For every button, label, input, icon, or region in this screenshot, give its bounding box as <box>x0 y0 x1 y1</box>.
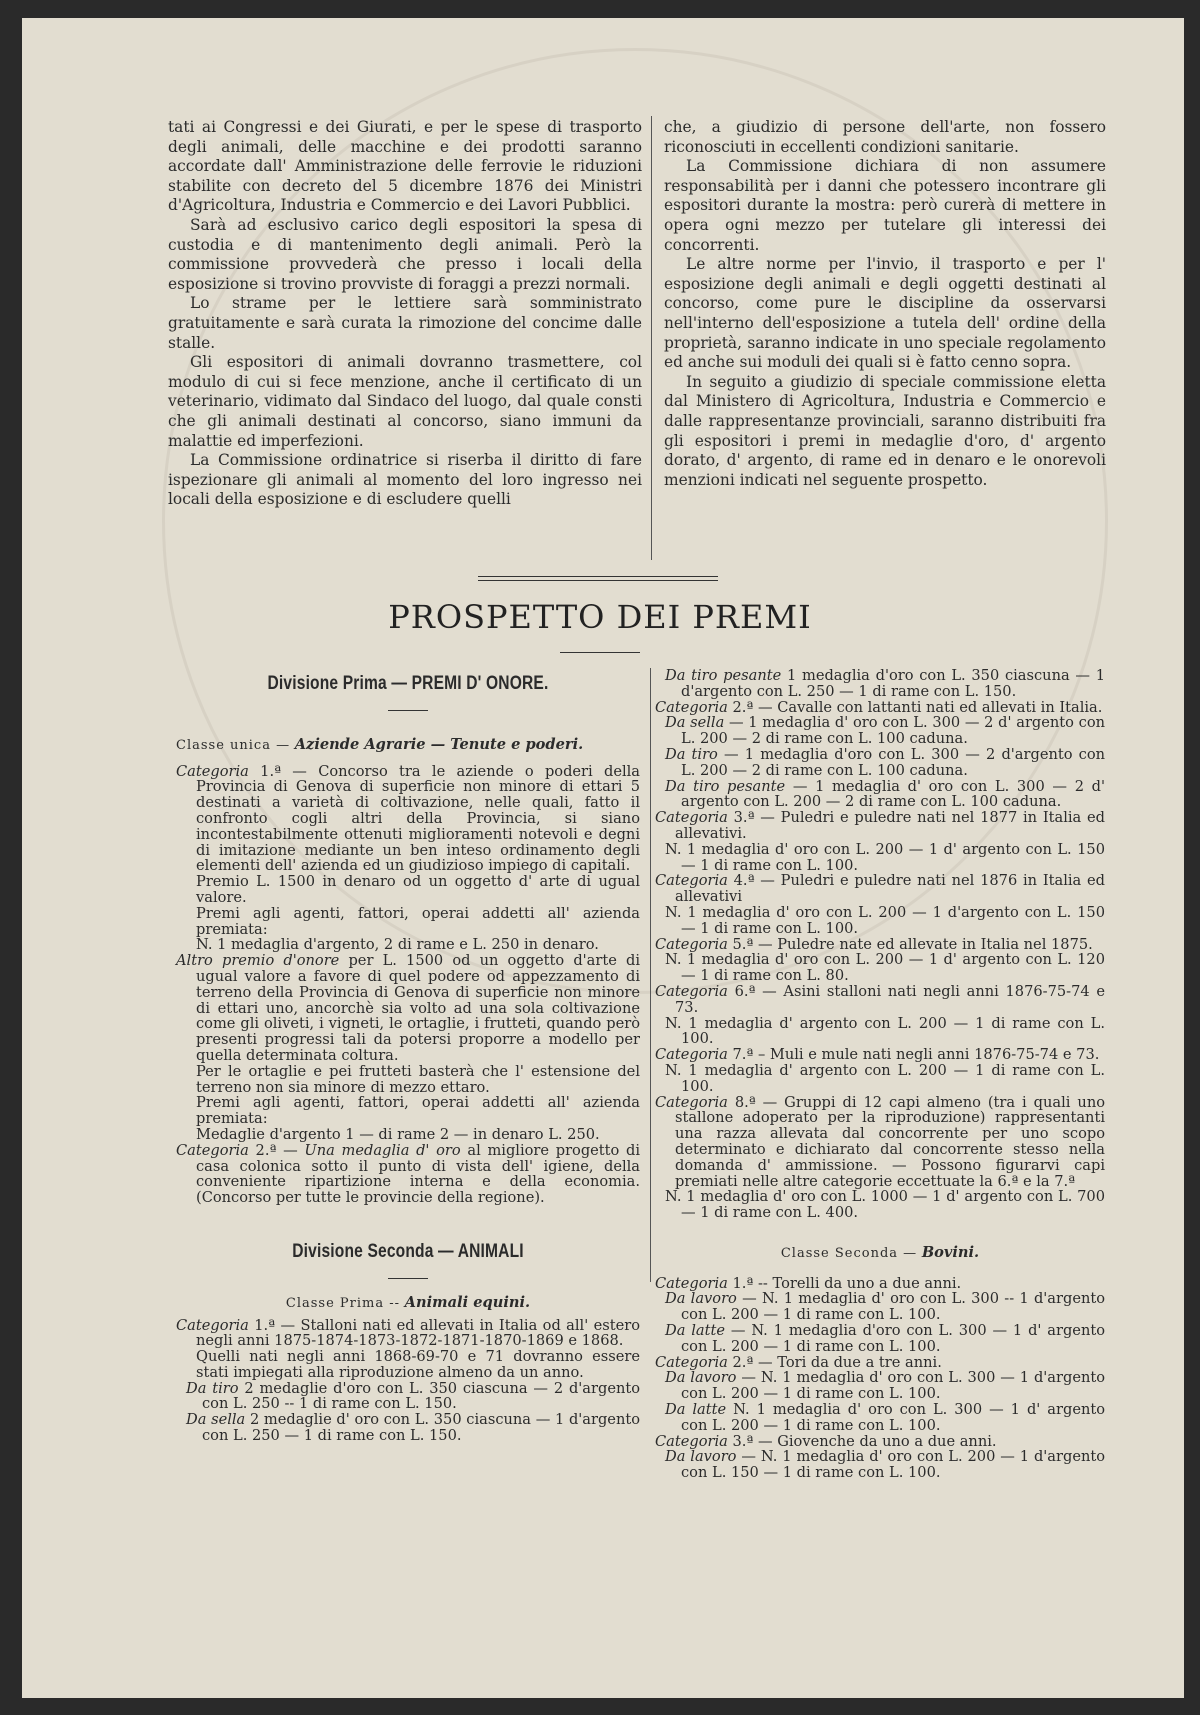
prize-entry: Da sella 2 medaglie d' oro con L. 350 ciascuna — 1 d'argento con L. 250 — 1 di rame con L. 150. <box>186 1411 640 1445</box>
paragraph: Gli espositori di animali dovranno trasmettere, col modulo di cui si fece menzione, anche il certificato di un veterinario, vidimato dal Sindaco del luogo, dal quale consti che gli animali destinati al concorso, siano immuni da malattie ed imperfezioni. <box>168 353 642 450</box>
prize-entry: Da tiro pesante 1 medaglia d'oro con L. 350 ciascuna — 1 d'argento con L. 250 — 1 di rame con L. 150. <box>665 667 1106 700</box>
text-line: Medaglie d'argento 1 — di rame 2 — in denaro L. 250. <box>196 1125 600 1143</box>
page-title: PROSPETTO DEI PREMI <box>388 598 812 636</box>
category-entry: Categoria 1.ª — Concorso tra le aziende o poderi della Provincia di Genova di superficie non minore di ettari 5 destinati a varietà di coltivazione, nelle quali, fatto il confronto cogli altri della Provincia, si siano incontestabilmente ottenuti miglioramenti notevoli e degni di imitazione mediante un ben inteso ordinamento degli elementi dell' azienda ed un giudizioso impiego di capitali. <box>176 762 641 875</box>
paragraph: tati ai Congressi e dei Giurati, e per le spese di trasporto degli animali, delle macchine e dei prodotti saranno accordate dall' Amministrazione delle ferrovie le riduzioni stabilite con decreto del 5 dicembre 1876 dei Ministri d'Agricoltura, Industria e Commercio e dei Lavori Pubblici. <box>168 118 642 215</box>
category-entry: Categoria 3.ª — Puledri e puledre nati nel 1877 in Italia ed allevativi. <box>655 809 1106 842</box>
paragraph: La Commissione ordinatrice si riserba il diritto di fare ispezionare gli animali al momento del loro ingresso nei locali della esposizione e di escludere quelli <box>168 451 642 509</box>
short-rule <box>388 710 428 711</box>
paragraph: Sarà ad esclusivo carico degli espositori la spesa di custodia e di mantenimento degli animali. Però la commissione provvederà che presso i locali della esposizione si trovino provviste di foraggi a prezzi normali. <box>168 215 642 293</box>
category-entry: Categoria 2.ª — Cavalle con lattanti nati ed allevati in Italia. <box>655 698 1103 716</box>
prize-entry: Da tiro 2 medaglie d'oro con L. 350 ciascuna — 2 d'argento con L. 250 -- 1 di rame con L. 150. <box>186 1379 640 1413</box>
prize-entry: Da latte — N. 1 medaglia d'oro con L. 300 — 1 d' argento con L. 200 — 1 di rame con L. 100. <box>665 1322 1105 1355</box>
prize-entry: N. 1 medaglia d' argento con L. 200 — 1 di rame con L. 100. <box>665 1061 1105 1095</box>
category-entry: Categoria 5.ª — Puledre nate ed allevate in Italia nel 1875. <box>655 935 1093 953</box>
paragraph: In seguito a giudizio di speciale commissione eletta dal Ministero di Agricoltura, Industria e Commercio e dalle rappresentanze provinciali, saranno distribuiti fra gli espositori i premi in medaglie d'oro, d' argento dorato, d' argento, di rame ed in denaro e le onorevoli menzioni indicati nel seguente prospetto. <box>664 372 1106 489</box>
category-entry: Categoria 2.ª — Tori da due a tre anni. <box>655 1353 942 1371</box>
short-rule <box>388 1278 428 1279</box>
category-entry: Categoria 8.ª — Gruppi di 12 capi almeno (tra i quali uno stallone adoperato per la riproduzione) rappresentanti una razza allevata dal concorrente per uno scopo determinato e dichiarato dal concorrente stesso nella domanda d' ammissione. — Possono figurarvi capi premiati nelle altre categorie eccettuate la 6.ª e la 7.ª <box>655 1093 1106 1190</box>
text-line: Premi agli agenti, fattori, operai addetti all' azienda premiata: <box>196 904 640 938</box>
prize-entry: Da tiro pesante — 1 medaglia d' oro con L. 300 — 2 d' argento con L. 200 — 2 di rame con L. 100 caduna. <box>665 777 1106 811</box>
text-line: N. 1 medaglia d'argento, 2 di rame e L. 250 in denaro. <box>196 936 599 954</box>
prize-entry: N. 1 medaglia d' oro con L. 200 — 1 d' argento con L. 150 — 1 di rame con L. 100. <box>665 840 1105 874</box>
paragraph: La Commissione dichiara di non assumere responsabilità per i danni che potessero incontrare gli espositori durante la mostra: però curerà di mettere in opera ogni mezzo per tutelare gli interessi dei concorrenti. <box>664 157 1106 254</box>
prize-entry: Da lavoro — N. 1 medaglia d' oro con L. 300 -- 1 d'argento con L. 200 — 1 di rame con L. 100. <box>665 1290 1106 1324</box>
prize-entry: N. 1 medaglia d' oro con L. 200 — 1 d'argento con L. 150 — 1 di rame con L. 100. <box>665 903 1105 937</box>
category-entry: Categoria 2.ª — Una medaglia d' oro al migliore progetto di casa colonica sotto il punto di vista dell' igiene, della conveniente ripartizione interna e della economia. (Concorso per tutte le provincie della regione). <box>176 1141 641 1207</box>
category-entry: Categoria 1.ª -- Torelli da uno a due anni. <box>655 1274 962 1292</box>
category-entry: Altro premio d'onore per L. 1500 od un oggetto d'arte di ugual valore a favore di quel podere od appezzamento di terreno della Provincia di Genova di superficie non minore di ettari uno, ancorchè sia volto ad una sola coltivazione come gli oliveti, i vigneti, le ortaglie, i frutteti, quando però presenti progressi tali da potersi proporre a modello per quella determinata coltura. <box>176 952 640 1064</box>
category-entry: Categoria 1.ª — Stalloni nati ed allevati in Italia od all' estero negli anni 1875-1874-1873-1872-1871-1870-1869 e 1868. <box>176 1316 640 1350</box>
bottom-right-column <box>655 668 1105 1481</box>
column-divider <box>651 116 652 560</box>
prize-entry: Da tiro — 1 medaglia d'oro con L. 300 — 2 d'argento con L. 200 — 2 di rame con L. 100 caduna. <box>665 745 1106 779</box>
classe-heading: Classe Seconda — Bovini. <box>780 1243 980 1261</box>
top-right-column <box>664 118 1106 490</box>
text-line: Premio L. 1500 in denaro od un oggetto d' arte di ugual valore. <box>196 873 640 906</box>
bottom-left-column <box>176 668 640 1444</box>
prize-entry: Da lavoro — N. 1 medaglia d' oro con L. 200 — 1 d'argento con L. 150 — 1 di rame con L. 100. <box>665 1448 1106 1482</box>
text-line: Premi agli agenti, fattori, operai addetti all' azienda premiata: <box>196 1094 640 1128</box>
paragraph: Le altre norme per l'invio, il trasporto e per l' esposizione degli animali e degli oggetti destinati al concorso, come pure le discipline da osservarsi nell'interno dell'esposizione a tutela dell' ordine della proprietà, saranno indicate in uno speciale regolamento ed anche sui moduli dei quali si è fatto cenno sopra. <box>664 255 1106 372</box>
prize-entry: Da sella — 1 medaglia d' oro con L. 300 — 2 d' argento con L. 200 — 2 di rame con L. 100 caduna. <box>665 714 1106 748</box>
paragraph: Lo strame per le lettiere sarà somministrato gratuitamente e sarà curata la rimozione del concime dalle stalle. <box>168 294 642 352</box>
division-heading: Divisione Seconda — ANIMALI <box>292 1240 524 1262</box>
text-line: Per le ortaglie e pei frutteti basterà che l' estensione del terreno non sia minore di mezzo ettaro. <box>196 1062 640 1096</box>
category-entry: Categoria 3.ª — Giovenche da uno a due anni. <box>655 1432 997 1450</box>
prize-entry: Da latte N. 1 medaglia d' oro con L. 300 — 1 d' argento con L. 200 — 1 di rame con L. 100. <box>665 1401 1105 1434</box>
column-divider <box>650 668 651 1282</box>
prize-entry: Da lavoro — N. 1 medaglia d' oro con L. 300 — 1 d'argento con L. 200 — 1 di rame con L. 100. <box>665 1369 1106 1403</box>
text-line: Quelli nati negli anni 1868-69-70 e 71 dovranno essere stati impiegati alla riproduzione almeno da un anno. <box>196 1348 640 1381</box>
category-entry: Categoria 7.ª – Muli e mule nati negli anni 1876-75-74 e 73. <box>655 1046 1100 1064</box>
classe-heading: Classe unica — Aziende Agrarie — Tenute e poderi. <box>176 735 584 753</box>
paragraph: che, a giudizio di persone dell'arte, non fossero riconosciuti in eccellenti condizioni sanitarie. <box>664 118 1106 156</box>
title-underline <box>560 652 640 653</box>
category-entry: Categoria 6.ª — Asini stalloni nati negli anni 1876-75-74 e 73. <box>655 982 1106 1016</box>
double-rule <box>478 576 718 581</box>
prize-entry: N. 1 medaglia d' oro con L. 200 — 1 d' argento con L. 120 — 1 di rame con L. 80. <box>665 951 1105 985</box>
prize-entry: N. 1 medaglia d' argento con L. 200 — 1 di rame con L. 100. <box>665 1014 1105 1048</box>
top-left-column <box>168 118 642 510</box>
division-heading: Divisione Prima — PREMI D' ONORE. <box>267 673 549 694</box>
classe-heading: Classe Prima -- Animali equini. <box>285 1293 531 1311</box>
category-entry: Categoria 4.ª — Puledri e puledre nati nel 1876 in Italia ed allevativi <box>655 872 1106 906</box>
prize-entry: N. 1 medaglia d' oro con L. 1000 — 1 d' argento con L. 700 — 1 di rame con L. 400. <box>665 1188 1105 1222</box>
